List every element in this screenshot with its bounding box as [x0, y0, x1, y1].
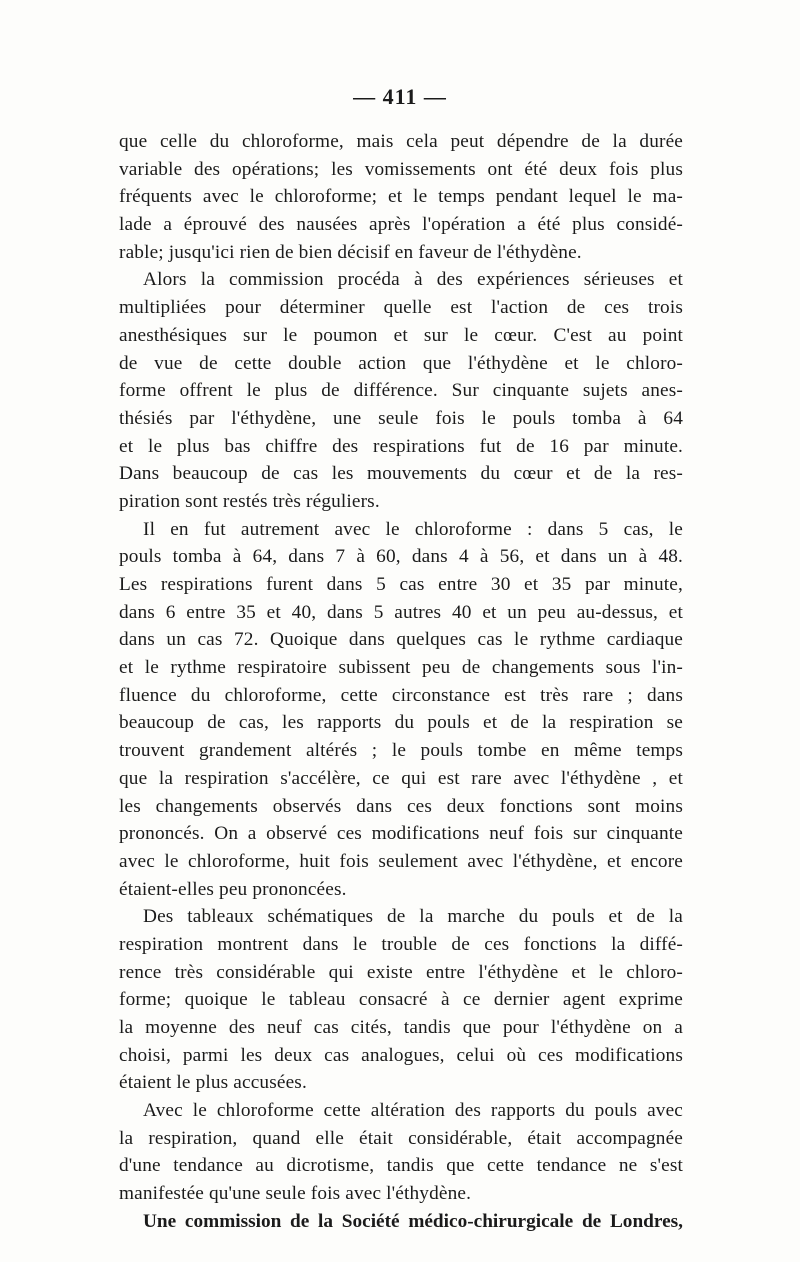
text-line: beaucoup de cas, les rapports du pouls et de la respiration se	[119, 712, 683, 734]
text-line: rable; jusqu'ici rien de bien décisif en faveur de l'éthydène.	[119, 241, 582, 263]
text-line: avec le chloroforme, huit fois seulement avec l'éthydène, et encore	[119, 850, 683, 872]
text-line: fluence du chloroforme, cette circonstance est très rare ; dans	[119, 684, 683, 706]
body-text	[119, 128, 683, 1236]
text-line: pouls tomba à 64, dans 7 à 60, dans 4 à 56, et dans un à 48.	[119, 546, 683, 568]
text-line: thésiés par l'éthydène, une seule fois le pouls tomba à 64	[119, 407, 683, 429]
text-line: choisi, parmi les deux cas analogues, celui où ces modifications	[119, 1044, 683, 1066]
text-line: trouvent grandement altérés ; le pouls tombe en même temps	[119, 740, 683, 762]
text-line: dans 6 entre 35 et 40, dans 5 autres 40 et un peu au-dessus, et	[119, 601, 683, 623]
text-line: forme; quoique le tableau consacré à ce dernier agent exprime	[119, 989, 683, 1011]
text-line: Alors la commission procéda à des expériences sérieuses et	[143, 269, 683, 291]
page-number: — 411 —	[353, 84, 447, 109]
text-line: variable des opérations; les vomissements ont été deux fois plus	[119, 158, 683, 180]
text-line: multipliées pour déterminer quelle est l'action de ces trois	[119, 297, 683, 319]
text-line: étaient le plus accusées.	[119, 1072, 307, 1094]
text-line: lade a éprouvé des nausées après l'opération a été plus considé-	[119, 214, 683, 236]
text-line: fréquents avec le chloroforme; et le temps pendant lequel le ma-	[119, 186, 683, 208]
text-line: que la respiration s'accélère, ce qui est rare avec l'éthydène , et	[119, 767, 683, 789]
text-line: dans un cas 72. Quoique dans quelques cas le rythme cardiaque	[119, 629, 683, 651]
text-line: rence très considérable qui existe entre l'éthydène et le chloro-	[119, 961, 683, 983]
text-line: anesthésiques sur le poumon et sur le cœur. C'est au point	[119, 324, 683, 346]
text-line: et le plus bas chiffre des respirations fut de 16 par minute.	[119, 435, 683, 457]
text-line: d'une tendance au dicrotisme, tandis que cette tendance ne s'est	[119, 1155, 683, 1177]
text-line: Des tableaux schématiques de la marche du pouls et de la	[143, 906, 683, 928]
text-line: la moyenne des neuf cas cités, tandis que pour l'éthydène on a	[119, 1017, 683, 1038]
text-line: étaient-elles peu prononcées.	[119, 878, 347, 900]
text-line: Une commission de la Société médico-chirurgicale de Londres,	[143, 1210, 683, 1232]
text-line: Il en fut autrement avec le chloroforme : dans 5 cas, le	[143, 518, 683, 540]
text-line: les changements observés dans ces deux fonctions sont moins	[119, 795, 683, 817]
text-line: de vue de cette double action que l'éthydène et le chloro-	[119, 352, 683, 374]
text-line: que celle du chloroforme, mais cela peut dépendre de la durée	[119, 131, 683, 152]
text-line: Dans beaucoup de cas les mouvements du cœur et de la res-	[119, 463, 683, 485]
text-line: et le rythme respiratoire subissent peu de changements sous l'in-	[119, 657, 683, 679]
text-line: Avec le chloroforme cette altération des rapports du pouls avec	[143, 1100, 683, 1122]
text-line: Les respirations furent dans 5 cas entre 30 et 35 par minute,	[119, 574, 683, 595]
text-line: forme offrent le plus de différence. Sur cinquante sujets anes-	[119, 380, 683, 402]
text-line: piration sont restés très réguliers.	[119, 490, 380, 512]
text-line: respiration montrent dans le trouble de ces fonctions la diffé-	[119, 933, 683, 955]
text-line: manifestée qu'une seule fois avec l'éthydène.	[119, 1183, 472, 1205]
text-line: prononcés. On a observé ces modifications neuf fois sur cinquante	[119, 823, 683, 845]
text-line: la respiration, quand elle était considérable, était accompagnée	[119, 1127, 683, 1149]
